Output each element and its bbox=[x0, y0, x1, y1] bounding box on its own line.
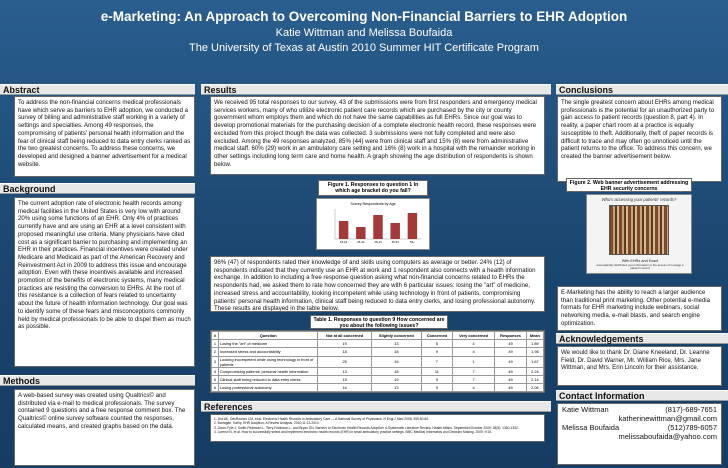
chart-tick-label: 45-54 bbox=[391, 240, 399, 244]
table-header-cell: # bbox=[212, 332, 219, 340]
abstract-heading: Abstract bbox=[0, 84, 195, 95]
table-cell: 4 bbox=[452, 340, 494, 348]
table-row bbox=[212, 383, 544, 391]
table-cell: 4 bbox=[212, 367, 219, 375]
table-cell: 4 bbox=[452, 348, 494, 356]
table-row bbox=[212, 356, 544, 367]
banner-headline: Who's accessing your patients' records? bbox=[601, 197, 677, 202]
conclusions-text-1: The single greatest concern about EHRs among medical professionals is the potential for an unauthorized party to gain access to patient records (question 8, part 4). In reality, a paper chart room at a practice is equally susceptible to theft. Additionally, theft of paper records is difficult to trace and may often go unnoticed until the patient returns to the office. To address this concern, we created the banner advertisement below. bbox=[557, 96, 722, 182]
table-cell: 7 bbox=[452, 367, 494, 375]
table-cell: 13 bbox=[371, 383, 421, 391]
chart-bar bbox=[356, 227, 365, 239]
table-cell: 2.24 bbox=[526, 367, 543, 375]
table-cell: 9 bbox=[421, 375, 452, 383]
table-header-cell: Very concerned bbox=[452, 332, 494, 340]
table-cell: Clinical staff being reduced to data entry clerks bbox=[218, 375, 318, 383]
contact-email[interactable]: melissaboufaida@yahoo.com bbox=[618, 432, 717, 441]
contact-phone: (512)789-6057 bbox=[667, 423, 717, 432]
table-cell: 1 bbox=[452, 356, 494, 367]
table-cell: 16 bbox=[371, 356, 421, 367]
table-cell: 7 bbox=[421, 356, 452, 367]
chart-tick-label: 35-44 bbox=[374, 240, 382, 244]
table-cell: 9 bbox=[421, 383, 452, 391]
abstract-text: To address the non-financial concerns medical professionals have which serve as barriers to EHR adoption, we conducted a survey of billing and administrative staff working in a variety of settings and specialties. Among 49 responses, the compromising of patients' personal health information and the fear of clinical staff being reduced to data entry clerks ranked as the two greatest concerns. To address these concerns, we developed and designed a banner advertisement for a medical website. bbox=[14, 96, 195, 177]
table-cell: 1 bbox=[212, 340, 219, 348]
poster-header bbox=[0, 0, 728, 74]
table-cell: 15 bbox=[318, 375, 371, 383]
contact-name: Melissa Boufaida bbox=[562, 423, 620, 432]
table-cell: 49 bbox=[495, 340, 527, 348]
table-cell: 13 bbox=[371, 340, 421, 348]
table-cell: 5 bbox=[421, 340, 452, 348]
table-header-cell: Slightly concerned bbox=[371, 332, 421, 340]
chart-title: Survey Respondents by Age bbox=[350, 202, 396, 206]
figure2-caption: Figure 2. Web banner advertisement addressing EHR security concerns bbox=[566, 178, 692, 192]
table-cell: 6 bbox=[212, 383, 219, 391]
table-row bbox=[212, 367, 544, 375]
banner-subtext: With EHRs and Exact bbox=[621, 259, 659, 263]
figure1-chart bbox=[316, 198, 430, 250]
results-text-1: We received 95 total responses to our survey. 43 of the submissions were from first responders and emergency medical services workers, many of who utilize electronic patient care records which are purchased by the city or county government whom employs them and which do not have the same capabilities as full EHRs. Since our goal was to develop promotional materials for the purchasing decision of a complete electronic health record, these responses were excluded from this project though the data was collected. 3 submissions were not fully completed and were also excluded. Among the 49 responses analyzed, 85% (44) were from clinical staff and 15% (8) were from administrative medical staff. 60% (29) work in an ambulatory care setting and 16% (8) work in a hospital with the remainder working in other settings including long term care and home health. A graph showing the age distribution of respondents is shown below. bbox=[210, 96, 545, 175]
poster-affiliation: The University of Texas at Austin 2010 Summer HIT Certificate Program bbox=[189, 42, 539, 54]
chart-bar bbox=[339, 221, 348, 239]
background-text: The current adoption rate of electronic health records among medical facilities in the United States is very low with around 20% using some functions of an EHR. Only 4% of practices currently have and are using an EHR at a level consistent with proposed meaningful use criteria. Many physicians have cited cost as a significant barrier to purchasing and implementing an EHR in their practices. Financial incentives were created under Medicare and Medicaid as part of the American Recovery and Reinvestment Act in 2009 to address this issue and encourage adoption. Even with these incentives available and increased promotion of the benefits of electronic systems, many medical practices are resisting the conversion to EHRs. At the root of this resistance is a collection of fears related to uncertainty about the future of health information technology. Our goal was to identify some of these fears and misconceptions commonly held by medical professionals to be able to dispel them as much as possible. bbox=[14, 197, 195, 367]
reference-item: 3. Dixon-Fyle J, Smith-Pedersen L, Terry-Robinson L, and Bryan DN. Barriers to Electronic Health Records Adoption: A Systematic Literature Review. Health Affairs. September/October 2009; 28(5): 1350-1352. bbox=[214, 425, 519, 430]
chart-bar bbox=[373, 215, 382, 239]
contact-name: Katie Wittman bbox=[562, 405, 609, 414]
table-row bbox=[212, 340, 544, 348]
table-cell: 4 bbox=[452, 383, 494, 391]
background-heading: Background bbox=[0, 183, 195, 194]
contact-email[interactable]: katherinewittman@gmail.com bbox=[618, 414, 717, 423]
table-header-cell: Not at all concerned bbox=[318, 332, 371, 340]
table-cell: Increased stress and accountability bbox=[218, 348, 318, 356]
figure2-banner bbox=[586, 194, 692, 274]
conclusions-text-2: E-Marketing has the ability to reach a larger audience than traditional print marketing. Other potential e-media formats for EHR marketing include webinars, social networking media, e-mail blasts, and search engine optimization. bbox=[557, 286, 722, 331]
chart-bar bbox=[390, 223, 399, 239]
table-header-cell: Question bbox=[218, 332, 318, 340]
reference-item: 4. Lorenzi N, et al. How to successfully select and implement electronic health records (EHR) in small ambulatory practice settings. BMC Medical Informatics and Decision Making. 2009; 9:15. bbox=[214, 430, 492, 435]
table-row bbox=[212, 348, 544, 356]
table-cell: 19 bbox=[318, 340, 371, 348]
table-cell: 2 bbox=[212, 348, 219, 356]
table-cell: 7 bbox=[452, 375, 494, 383]
chart-tick-label: 55+ bbox=[410, 240, 415, 244]
acknowledgements-heading: Acknowledgements bbox=[556, 333, 728, 344]
table-cell: 49 bbox=[495, 367, 527, 375]
results-heading: Results bbox=[201, 84, 551, 95]
reference-item: 1. Jha AK, DesRoches CM, et al. Electronic Health Records In Ambulatory Care — A National Survey of Physicians. N Engl J Med 2008; 359:50-60. bbox=[214, 417, 430, 421]
table-cell: 3 bbox=[212, 356, 219, 367]
table-cell: Compromising patients' personal health information bbox=[218, 367, 318, 375]
table-cell: 9 bbox=[421, 348, 452, 356]
table-header-row bbox=[212, 332, 544, 340]
poster-authors: Katie Wittman and Melissa Boufaida bbox=[275, 27, 453, 39]
table-cell: 1.89 bbox=[526, 340, 543, 348]
references-heading: References bbox=[201, 401, 551, 412]
table-cell: 49 bbox=[495, 383, 527, 391]
table-cell: Looking incompetent while using technology in front of patients bbox=[218, 356, 318, 367]
table-header-cell: Responses bbox=[495, 332, 527, 340]
table-cell: 11 bbox=[421, 367, 452, 375]
table-cell: 2.14 bbox=[526, 375, 543, 383]
banner-subtext2: automatically distributes your information to the access of manage a patient's record bbox=[596, 263, 684, 271]
age-bar-chart bbox=[317, 199, 429, 249]
chart-tick-label: 18-24 bbox=[340, 240, 348, 244]
file-shelves-image bbox=[609, 205, 669, 255]
references-list bbox=[210, 414, 545, 442]
table-row bbox=[212, 375, 544, 383]
table-cell: 16 bbox=[318, 383, 371, 391]
results-text-2: 96% (47) of respondents rated their knowledge of and skills using computers as average or better. 24% (12) of respondents indicated that they currently use an EHR at work and 1 respondent also connects with a health information exchange. In addition to including a free response question asking what non-financial concerns related to EHRs the respondents had, we asked them to rate how concerned they are with 6 particular issues: losing the "art" of medicine, increased stress and accountability, looking incompetent while using technology in front of patients, compromising patients' personal health information, clinical staff being reduced to data entry clerks, and losing professional autonomy. These results are displayed in the table below. bbox=[210, 256, 545, 312]
methods-heading: Methods bbox=[0, 375, 195, 386]
chart-bar bbox=[408, 213, 417, 239]
table-cell: 18 bbox=[318, 348, 371, 356]
chart-tick-label: 25-34 bbox=[357, 240, 365, 244]
table-cell: 13 bbox=[318, 367, 371, 375]
table-cell: 18 bbox=[371, 367, 421, 375]
table-cell: Losing the "art" of medicine bbox=[218, 340, 318, 348]
table-cell: 25 bbox=[318, 356, 371, 367]
concern-table bbox=[211, 331, 544, 392]
table-cell: 5 bbox=[212, 375, 219, 383]
table-cell: 19 bbox=[371, 375, 421, 383]
contact-phone: (817)-689-7651 bbox=[665, 405, 717, 414]
table-cell: Losing professional autonomy bbox=[218, 383, 318, 391]
contact-heading: Contact Information bbox=[556, 390, 728, 401]
table-cell: 1.98 bbox=[526, 348, 543, 356]
conclusions-heading: Conclusions bbox=[556, 84, 728, 95]
table-header-cell: Concerned bbox=[421, 332, 452, 340]
table-cell: 49 bbox=[495, 375, 527, 383]
table1-caption: Table 1. Responses to question 9 How concerned are you about the following issues? bbox=[310, 315, 448, 329]
contact-row bbox=[562, 433, 717, 442]
reference-item: 2. Barragan, Kathy. EHR Adoption: A Review Analysis. 2010;11:13-2010. bbox=[214, 421, 320, 426]
table-cell: 49 bbox=[495, 356, 527, 367]
table-cell: 18 bbox=[371, 348, 421, 356]
table-cell: 2.06 bbox=[526, 383, 543, 391]
figure1-caption: Figure 1. Responses to question 1 In which age bracket do you fall? bbox=[318, 180, 428, 196]
contact-info bbox=[557, 403, 722, 465]
poster-title: e-Marketing: An Approach to Overcoming Non-Financial Barriers to EHR Adoption bbox=[100, 9, 628, 24]
table-cell: 1.67 bbox=[526, 356, 543, 367]
methods-text: A web-based survey was created using Qualtrics© and distributed via e-mail to medical professionals. The survey contained 9 questions and a free response comment box. The Qualtrics© online survey software counted the responses, calculated means, and created graphs based on the data. bbox=[14, 389, 195, 466]
table-header-cell: Mean bbox=[526, 332, 543, 340]
table-cell: 49 bbox=[495, 348, 527, 356]
table1 bbox=[210, 330, 545, 393]
acknowledgements-text: We would like to thank Dr. Diane Kneeland, Dr. Leanne Field, Dr. David Warner, Mr. William Rice, Mrs. Jane Wittman, and Mrs. Erin Lincoln for their assistance. bbox=[557, 346, 722, 386]
